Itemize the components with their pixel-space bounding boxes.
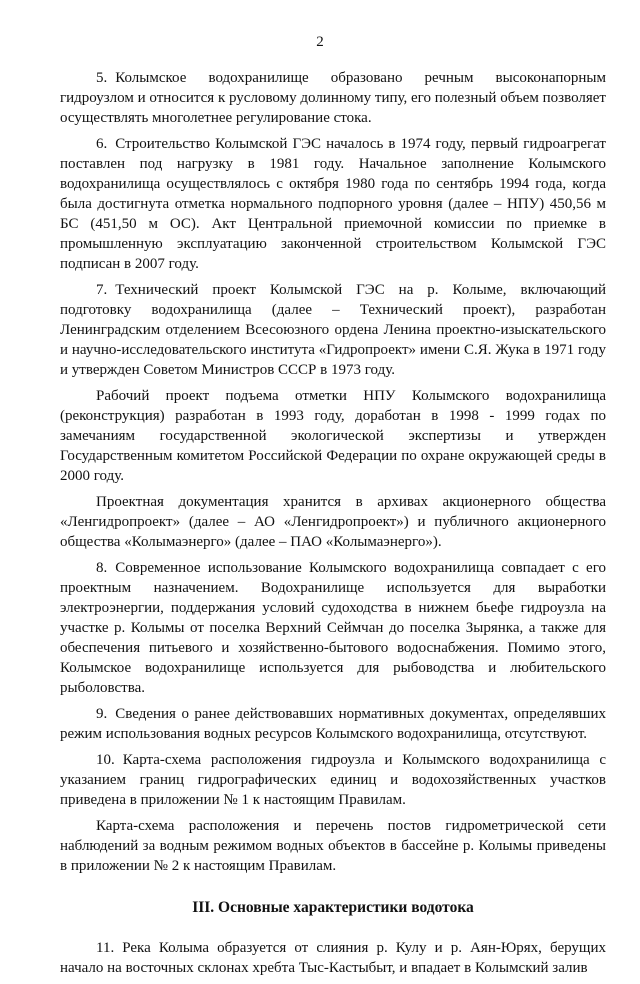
paragraph-text: Технический проект Колымской ГЭС на р. Колыме, включающий подготовку водохранилища (далее – Технический проект), разработан Ленинградским отделением Всесоюзного ордена Ленина проектно-изыскательского и научно-исследовательского института «Гидропроект» имени С.Я. Жука в 1971 году и утвержден Советом Министров СССР в 1973 году. xyxy=(60,282,606,378)
paragraph xyxy=(60,750,606,810)
paragraph xyxy=(60,704,606,744)
paragraph-number: 9. xyxy=(96,706,108,722)
paragraph xyxy=(60,280,606,380)
paragraph xyxy=(60,558,606,698)
paragraph-text: Карта-схема расположения и перечень постов гидрометрической сети наблюдений за водным режимом водных объектов в бассейне р. Колымы приведены в приложении № 2 к настоящим Правилам. xyxy=(60,818,606,874)
paragraph xyxy=(60,938,606,978)
paragraph xyxy=(60,816,606,876)
paragraph-text: Строительство Колымской ГЭС началось в 1974 году, первый гидроагрегат поставлен под нагрузку в 1981 году. Начальное заполнение Колымского водохранилища осуществлялось с октября 1980 года по сентябрь 1994 года, когда была достигнута отметка нормального подпорного уровня (далее – НПУ) 450,56 м БС (451,50 м ОС). Акт Центральной приемочной комиссии по приемке в промышленную эксплуатацию законченной строительством Колымской ГЭС подписан в 2007 году. xyxy=(60,136,606,272)
paragraph-text: Рабочий проект подъема отметки НПУ Колымского водохранилища (реконструкция) разработан в 1993 году, доработан в 1998 - 1999 годах по замечаниям государственной экологической экспертизы и утвержден Государственным комитетом Российской Федерации по охране окружающей среды в 2000 году. xyxy=(60,388,606,484)
paragraph-text: Карта-схема расположения гидроузла и Колымского водохранилища с указанием границ гидрографических единиц и водохозяйственных участков приведена в приложении № 1 к настоящим Правилам. xyxy=(60,752,606,808)
paragraph-number: 11. xyxy=(96,940,115,956)
paragraph xyxy=(60,68,606,128)
paragraph-number: 8. xyxy=(96,560,108,576)
paragraph-number: 7. xyxy=(96,282,108,298)
paragraphs-after-section xyxy=(60,938,606,978)
paragraph-text: Река Колыма образуется от слияния р. Кулу и р. Аян-Юрях, берущих начало на восточных склонах хребта Тыс-Кастыбыт, и впадает в Колымский залив xyxy=(60,940,606,976)
paragraphs-before-section xyxy=(60,68,606,876)
document-body xyxy=(60,68,606,984)
paragraph-text: Современное использование Колымского водохранилища совпадает с его проектным назначением. Водохранилище используется для выработки электроэнергии, поддержания условий судоходства в нижнем бьефе гидроузла на участке р. Колымы от поселка Верхний Сеймчан до поселка Зырянка, а также для обеспечения питьевого и хозяйственно-бытового водоснабжения. Помимо этого, Колымское водохранилище используется для рыбоводства и любительского рыболовства. xyxy=(60,560,606,696)
paragraph-number: 6. xyxy=(96,136,108,152)
paragraph-number: 10. xyxy=(96,752,115,768)
paragraph-text: Проектная документация хранится в архивах акционерного общества «Ленгидропроект» (далее – АО «Ленгидропроект») и публичного акционерного общества «Колымаэнерго» (далее – ПАО «Колымаэнерго»). xyxy=(60,494,606,550)
paragraph-text: Сведения о ранее действовавших нормативных документах, определявших режим использования водных ресурсов Колымского водохранилища, отсутствуют. xyxy=(60,706,606,742)
section-heading: III. Основные характеристики водотока xyxy=(192,899,474,916)
paragraph xyxy=(60,386,606,486)
page-number: 2 xyxy=(316,34,324,50)
paragraph xyxy=(60,492,606,552)
paragraph-text: Колымское водохранилище образовано речным высоконапорным гидроузлом и относится к русловому долинному типу, его полезный объем позволяет осуществлять многолетнее регулирование стока. xyxy=(60,70,606,126)
paragraph-number: 5. xyxy=(96,70,108,86)
paragraph xyxy=(60,134,606,274)
